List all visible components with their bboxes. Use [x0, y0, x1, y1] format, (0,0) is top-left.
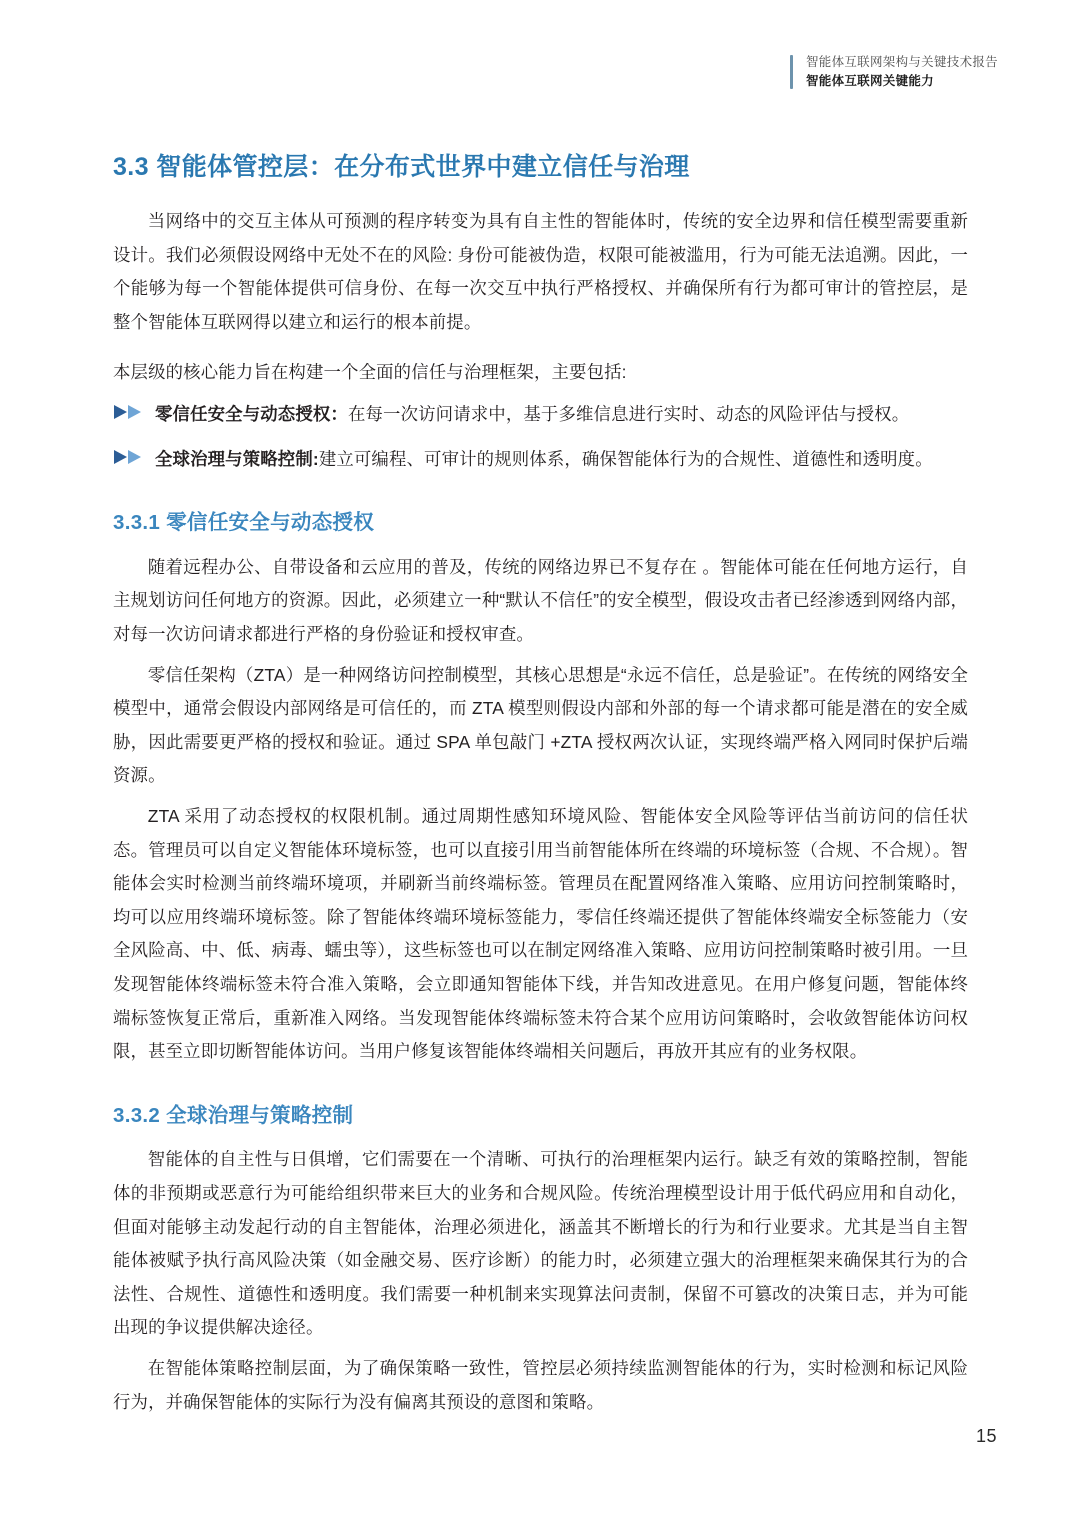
bullet-item-rest: 建立可编程、可审计的规则体系，确保智能体行为的合规性、道德性和透明度。 — [318, 449, 933, 470]
list-item — [113, 399, 968, 431]
subsection-332-paragraph-1: 智能体的自主性与日俱增，它们需要在一个清晰、可执行的治理框架内运行。缺乏有效的策略控制，智能体的非预期或恶意行为可能给组织带来巨大的业务和合规风险。传统治理模型设计用于低代码应用和自动化，但面对能够主动发起行动的自主智能体，治理必须进化，涵盖其不断增长的行为和行业要求。尤其是当自主智能体被赋予执行高风险决策（如金融交易、医疗诊断）的能力时，必须建立强大的治理框架来确保其行为的合法性、合规性、道德性和透明度。我们需要一种机制来实现算法问责制，保留不可篡改的决策日志，并为可能出现的争议提供解决途径。 — [113, 1149, 968, 1338]
bullet-item-strong: 零信任安全与动态授权： — [155, 404, 348, 425]
double-triangle-icon — [113, 448, 143, 476]
section-lead-in: 本层级的核心能力旨在构建一个全面的信任与治理框架，主要包括: — [113, 361, 627, 382]
header-chapter-title: 智能体互联网关键能力 — [805, 73, 934, 88]
page-content — [113, 152, 968, 1426]
subsection-331-paragraph-1: 随着远程办公、自带设备和云应用的普及，传统的网络边界已不复存在 。智能体可能在任何地方运行，自主规划访问任何地方的资源。因此，必须建立一种“默认不信任”的安全模型，假设攻击者已经渗透到网络内部，对每一次访问请求都进行严格的身份验证和授权审查。 — [113, 556, 968, 645]
list-item — [113, 444, 968, 476]
subsection-331-paragraph-3: ZTA 采用了动态授权的权限机制。通过周期性感知环境风险、智能体安全风险等评估当前访问的信任状态。管理员可以自定义智能体环境标签，也可以直接引用当前智能体所在终端的环境标签（合规、不合规）。智能体会实时检测当前终端环境项，并刷新当前终端标签。管理员在配置网络准入策略、应用访问控制策略时，均可以应用终端环境标签。除了智能体终端环境标签能力，零信任终端还提供了智能体终端安全标签能力（安全风险高、中、低、病毒、蠕虫等），这些标签也可以在制定网络准入策略、应用访问控制策略时被引用。一旦发现智能体终端标签未符合准入策略，会立即通知智能体下线，并告知改进意见。在用户修复问题，智能体终端标签恢复正常后，重新准入网络。当发现智能体终端标签未符合某个应用访问策略时，会收敛智能体访问权限，甚至立即切断智能体访问。当用户修复该智能体终端相关问题后，再放开其应有的业务权限。 — [113, 806, 968, 1062]
subsection-title-331: 3.3.1 零信任安全与动态授权 — [113, 511, 375, 535]
header-report-title: 智能体互联网架构与关键技术报告 — [805, 55, 998, 69]
header-text-block — [806, 55, 998, 89]
running-header — [790, 55, 998, 89]
bullet-item-rest: 在每一次访问请求中，基于多维信息进行实时、动态的风险评估与授权。 — [347, 404, 910, 425]
subsection-331-paragraph-2: 零信任架构（ZTA）是一种网络访问控制模型，其核心思想是“永远不信任，总是验证”。在传统的网络安全模型中，通常会假设内部网络是可信任的，而 ZTA 模型则假设内部和外部的每一个请求都可能是潜在的安全威胁，因此需要更严格的授权和验证。通过 SPA 单包敲门 +ZTA 授权两次认证，实现终端严格入网同时保护后端资源。 — [113, 664, 968, 786]
subsection-332-paragraph-2: 在智能体策略控制层面，为了确保策略一致性，管控层必须持续监测智能体的行为，实时检测和标记风险行为，并确保智能体的实际行为没有偏离其预设的意图和策略。 — [113, 1357, 968, 1412]
page-title: 3.3 智能体管控层：在分布式世界中建立信任与治理 — [113, 153, 690, 181]
bullet-item-strong: 全球治理与策略控制: — [155, 449, 319, 470]
page-number: 15 — [975, 1426, 997, 1446]
bullet-item-text — [155, 399, 909, 431]
capability-bullet-list — [113, 399, 968, 476]
header-rule — [790, 55, 793, 89]
bullet-item-text — [155, 444, 933, 476]
double-triangle-icon — [113, 403, 143, 431]
subsection-title-332: 3.3.2 全球治理与策略控制 — [113, 1103, 354, 1127]
section-intro-paragraph: 当网络中的交互主体从可预测的程序转变为具有自主性的智能体时，传统的安全边界和信任模型需要重新设计。我们必须假设网络中无处不在的风险: 身份可能被伪造，权限可能被滥用，行为可能无法追溯。因此，一个能够为每一个智能体提供可信身份、在每一次交互中执行严格授权、并确保所有行为都可审计的管控层，是整个智能体互联网得以建立和运行的根本前提。 — [113, 211, 968, 333]
